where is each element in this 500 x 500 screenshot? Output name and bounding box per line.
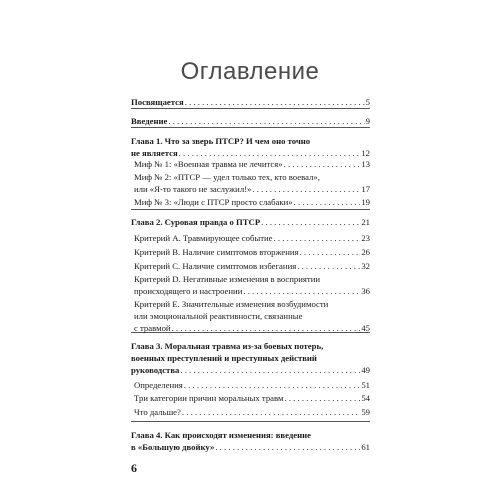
toc-entry-text: военных преступлений и преступных действий: [131, 353, 317, 363]
dot-leader: [182, 406, 360, 418]
toc-entry[interactable]: [134, 158, 370, 170]
toc-entry[interactable]: [134, 232, 370, 244]
toc-entry-text: Введение: [131, 116, 168, 126]
toc-entry[interactable]: [131, 135, 370, 159]
dot-leader: [243, 285, 360, 297]
toc-entry-text: Глава 3. Моральная травма из-за боевых потерь,: [131, 341, 324, 351]
toc-entry[interactable]: [134, 196, 370, 208]
section-separator: [131, 127, 370, 128]
toc-entry-text: Критерий С. Наличие симптомов избегания: [134, 261, 297, 271]
section-separator: [131, 108, 370, 109]
toc-entry-text: или эмоциональной реактивности, связанные: [134, 311, 303, 321]
dot-leader: [252, 183, 360, 195]
dot-leader: [172, 322, 361, 334]
toc-page-number: 12: [361, 148, 370, 158]
toc-entry-text: Критерий Е. Значительные изменения возбудимости: [134, 299, 329, 309]
dot-leader: [185, 96, 365, 108]
toc-page-number: 32: [361, 261, 370, 271]
dot-leader: [168, 115, 364, 127]
toc-page-number: 5: [365, 97, 370, 107]
dot-leader: [300, 246, 361, 258]
dot-leader: [274, 232, 361, 244]
toc-entry-text: Глава 4. Как происходят изменения: введение: [131, 430, 311, 440]
dot-leader: [184, 379, 361, 391]
page-number: 6: [131, 461, 137, 475]
toc-entry-text: Миф № 3: «Люди с ПТСР просто слабаки»: [134, 197, 293, 207]
dot-leader: [284, 392, 360, 404]
toc-page-number: 61: [361, 442, 370, 452]
toc-entry[interactable]: [131, 429, 370, 453]
toc-entry[interactable]: [134, 298, 370, 334]
dot-leader: [215, 441, 360, 453]
toc-entry[interactable]: [134, 171, 370, 195]
toc-entry[interactable]: [134, 392, 370, 404]
toc-page-number: 13: [361, 159, 370, 169]
toc-page-number: 26: [361, 247, 370, 257]
toc-entry-text: Миф № 2: «ПТСР — удел только тех, кто воевал»,: [134, 172, 320, 182]
toc-entry-text: не является: [131, 148, 178, 158]
toc-entry-text: происходящего и настроении: [134, 286, 243, 296]
toc-entry[interactable]: [134, 260, 370, 272]
toc-entry-text: или «Я-то такого не заслужил!»: [134, 184, 252, 194]
toc-entry[interactable]: [131, 96, 370, 108]
section-separator: [131, 421, 370, 422]
toc-entry-text: Критерий D. Негативные изменения в восприятии: [134, 274, 321, 284]
toc-page-number: 9: [365, 116, 370, 126]
toc-page-number: 59: [361, 407, 370, 417]
toc-page-number: 49: [361, 365, 370, 375]
toc-page-number: 19: [361, 197, 370, 207]
toc-entry-text: с травмой: [134, 323, 171, 333]
toc-page-number: 51: [361, 380, 370, 390]
toc-page-number: 45: [361, 323, 370, 333]
toc-entry[interactable]: [134, 273, 370, 297]
dot-leader: [294, 196, 361, 208]
toc-page-number: 23: [361, 233, 370, 243]
toc-page-number: 21: [361, 217, 370, 227]
toc-entry[interactable]: [131, 115, 370, 127]
toc-entry-text: Миф № 1: «Военная травма не лечится»: [134, 159, 283, 169]
dot-leader: [261, 216, 360, 228]
dot-leader: [284, 158, 361, 170]
toc-entry-text: в «Большую двойку»: [131, 442, 215, 452]
page-title: Оглавление: [180, 58, 320, 85]
toc-entry[interactable]: [134, 406, 370, 418]
toc-entry[interactable]: [131, 216, 370, 228]
toc-entry[interactable]: [134, 246, 370, 258]
toc-entry-text: Посвящается: [131, 97, 184, 107]
toc-page-number: 17: [361, 184, 370, 194]
toc-entry-text: Что дальше?: [134, 407, 181, 417]
toc-entry-text: руководства: [131, 365, 180, 375]
dot-leader: [297, 260, 360, 272]
toc-entry-text: Глава 1. Что за зверь ПТСР? И чем оно точно: [131, 136, 311, 146]
dot-leader: [180, 364, 360, 376]
section-separator: [131, 209, 370, 210]
toc-entry-text: Критерий А. Травмирующее событие: [134, 233, 273, 243]
toc-entry-text: Критерий В. Наличие симптомов вторжения: [134, 247, 299, 257]
toc-entry-text: Определения: [134, 380, 183, 390]
toc-entry[interactable]: [131, 340, 370, 376]
toc-entry-text: Глава 2. Суровая правда о ПТСР: [131, 217, 261, 227]
toc-page-number: 54: [361, 393, 370, 403]
toc-entry[interactable]: [134, 379, 370, 391]
toc-page-number: 36: [361, 286, 370, 296]
toc-entry-text: Три категории причин моральных травм: [134, 393, 284, 403]
